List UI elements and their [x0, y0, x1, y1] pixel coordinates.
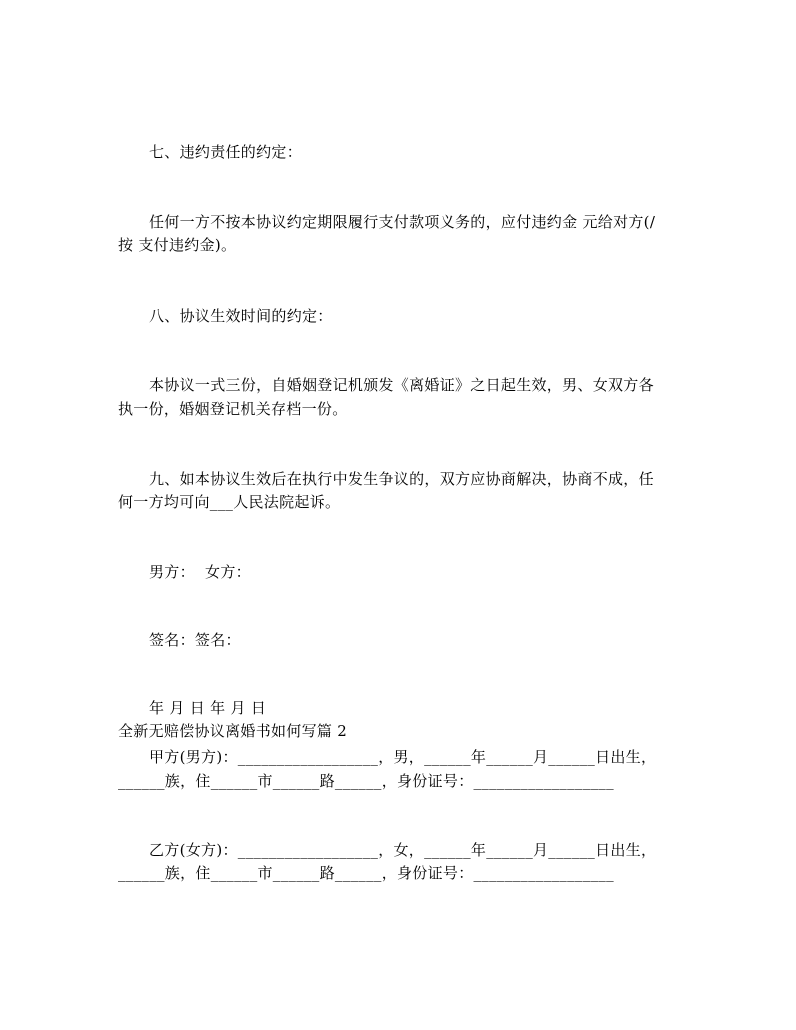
article-title: 全新无赔偿协议离婚书如何写篇 2: [118, 722, 348, 740]
section-8-body-line-2: 执一份，婚姻登记机关存档一份。: [118, 400, 348, 418]
section-8-body-line-1: 本协议一式三份，自婚姻登记机颁发《离婚证》之日起生效，男、女双方各: [149, 376, 654, 394]
party-a-line-1: 甲方(男方)：__________________，男，______年______月______日出生，: [149, 748, 657, 766]
signatures-line: 签名：签名：: [149, 631, 241, 649]
section-7-heading: 七、违约责任的约定：: [149, 143, 303, 161]
section-7-body-line-2: 按 支付违约金)。: [118, 236, 237, 254]
party-b-line-2: ______族，住______市______路______，身份证号：__________________: [118, 864, 614, 882]
section-9-body-line-2: 何一方均可向___人民法院起诉。: [118, 493, 341, 511]
section-9-body-line-1: 九、如本协议生效后在执行中发生争议的，双方应协商解决，协商不成，任: [149, 470, 654, 488]
party-a-line-2: ______族，住______市______路______，身份证号：__________________: [118, 772, 614, 790]
dates-line: 年 月 日 年 月 日: [149, 699, 267, 717]
party-b-line-1: 乙方(女方)：__________________，女，______年______月______日出生，: [149, 841, 657, 859]
parties-line: 男方： 女方：: [149, 563, 251, 581]
section-8-heading: 八、协议生效时间的约定：: [149, 307, 333, 325]
section-7-body-line-1: 任何一方不按本协议约定期限履行支付款项义务的，应付违约金 元给对方(/: [149, 213, 656, 231]
